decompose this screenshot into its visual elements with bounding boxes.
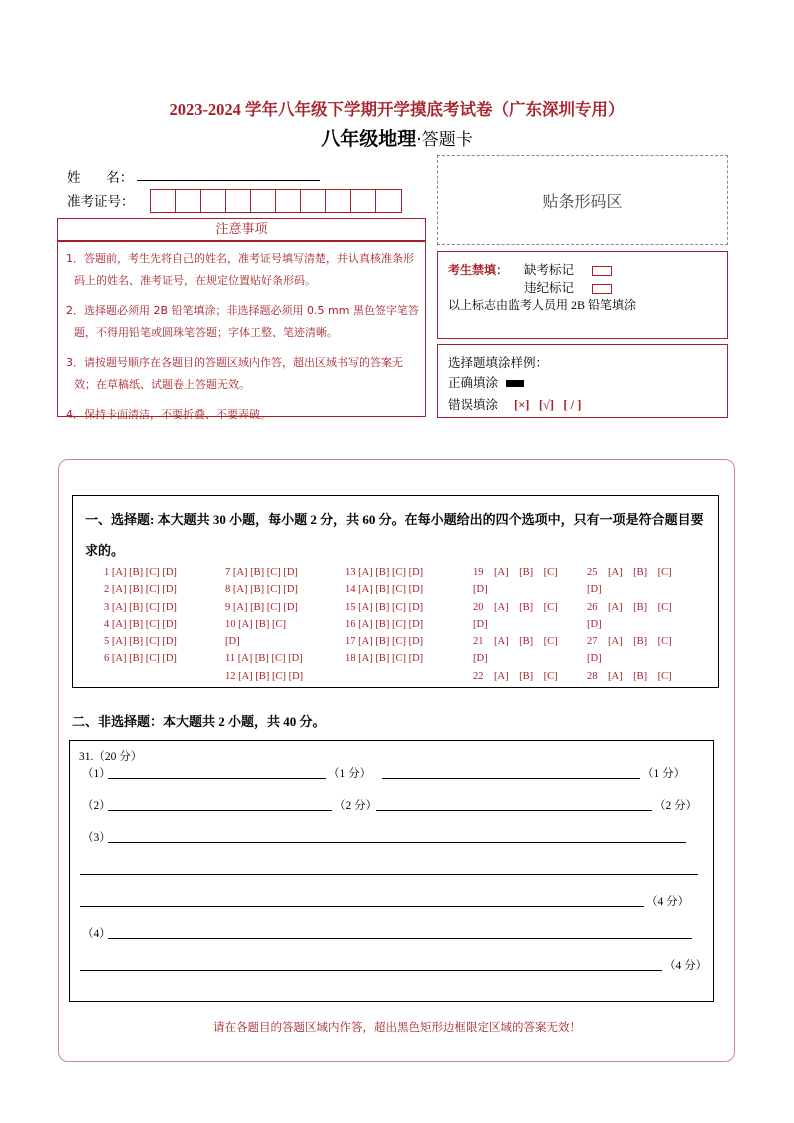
card-subtitle (0, 124, 794, 151)
mc-row[interactable]: 11 [A] [B] [C] [D] (225, 653, 303, 665)
absent-mark-row (524, 260, 612, 278)
notice-box (57, 241, 426, 421)
mc-row[interactable]: 3 [A] [B] [C] [D] (104, 601, 177, 613)
id-number-boxes[interactable] (150, 189, 402, 213)
mc-row[interactable]: 18 [A] [B] [C] [D] (345, 653, 424, 665)
score-4pt: （4 分） (646, 896, 690, 908)
q31-label: 31.（20 分） (79, 751, 143, 763)
forbidden-label: 考生禁填： (448, 263, 509, 277)
mc-row[interactable]: 9 [A] [B] [C] [D] (225, 601, 298, 613)
barcode-area: 贴条形码区 (437, 155, 728, 245)
notice-title: 注意事项 (57, 218, 426, 241)
answer-line[interactable] (108, 938, 692, 939)
mc-column-4[interactable] (473, 567, 558, 688)
answer-line[interactable] (80, 874, 698, 875)
mc-row[interactable]: 1 [A] [B] [C] [D] (104, 567, 177, 578)
examinee-forbidden-box (437, 251, 728, 339)
answer-line[interactable] (108, 778, 326, 779)
mc-row[interactable]: 8 [A] [B] [C] [D] (225, 584, 298, 596)
violation-mark-row (524, 278, 612, 296)
mc-row[interactable]: 7 [A] [B] [C] [D] (225, 567, 298, 578)
answer-line[interactable] (108, 842, 686, 843)
name-field[interactable] (137, 180, 320, 181)
correct-fill-label: 正确填涂 (448, 375, 499, 390)
mc-column-1[interactable] (104, 567, 177, 671)
exam-title: 2023-2024 学年八年级下学期开学摸底考试卷（广东深圳专用） (169, 100, 625, 119)
score-1pt: （1 分） (642, 768, 686, 780)
warning-text: 请在各题目的答题区域内作答，超出黑色矩形边框限定区域的答案无效！ (213, 1020, 581, 1034)
correct-fill-row (448, 373, 524, 391)
mc-row[interactable]: 14 [A] [B] [C] [D] (345, 584, 424, 596)
notice-item-1: 1．答题前，考生先将自己的姓名，准考证号填写清楚，并认真核准条形码上的姓名、准考证号，在规定位置贴好条形码。 (66, 252, 414, 287)
score-2pt: （2 分） (334, 800, 378, 812)
mc-row[interactable]: 5 [A] [B] [C] [D] (104, 636, 177, 648)
mc-column-2[interactable] (225, 567, 303, 688)
mc-row[interactable]: 20 [A] [B] [C] (473, 601, 558, 613)
answer-line[interactable] (376, 810, 652, 811)
score-2pt: （2 分） (654, 800, 698, 812)
part4-label: （4） (82, 928, 111, 940)
answer-line[interactable] (80, 906, 644, 907)
mc-row[interactable]: 17 [A] [B] [C] [D] (345, 636, 424, 648)
answer-line[interactable] (80, 970, 662, 971)
wrong-fill-label: 错误填涂 (448, 397, 499, 412)
violation-mark-box[interactable] (592, 284, 612, 294)
part3-label: （3） (82, 832, 111, 844)
subtitle-tail: 答题卡 (421, 130, 473, 150)
absent-mark-label: 缺考标记 (524, 262, 575, 277)
mc-row[interactable]: 12 [A] [B] [C] [D] (225, 670, 304, 682)
section1-heading: 一、选择题: 本大题共 30 小题，每小题 2 分，共 60 分。在每小题给出的四个选项中，只有一项是符合题目要求的。 (85, 512, 704, 558)
absent-mark-box[interactable] (592, 266, 612, 276)
question-31-box (69, 740, 714, 1002)
mc-row[interactable]: [D] (473, 584, 488, 596)
mc-row[interactable]: [D] (587, 653, 602, 665)
name-label: 姓 名： (67, 170, 134, 186)
mc-row[interactable]: 4 [A] [B] [C] [D] (104, 618, 177, 630)
mc-row[interactable]: [D] (473, 618, 488, 630)
section2-heading: 二、非选择题：本大题共 2 小题，共 40 分。 (72, 714, 326, 729)
violation-mark-label: 违纪标记 (524, 280, 575, 295)
subtitle-subject: 八年级地理 (321, 128, 417, 150)
mc-row[interactable]: 2 [A] [B] [C] [D] (104, 584, 177, 596)
mc-row[interactable]: [D] (587, 618, 602, 630)
mc-row[interactable]: 21 [A] [B] [C] (473, 636, 558, 648)
part2-label: （2） (82, 800, 111, 812)
score-4pt: （4 分） (664, 960, 708, 972)
mc-row[interactable]: 25 [A] [B] [C] (587, 567, 672, 578)
mc-row[interactable]: 26 [A] [B] [C] (587, 601, 672, 613)
mc-row[interactable]: 6 [A] [B] [C] [D] (104, 653, 177, 665)
forbidden-note: 以上标志由监考人员用 2B 铅笔填涂 (448, 298, 637, 312)
mc-row[interactable]: 13 [A] [B] [C] [D] (345, 567, 424, 578)
notice-item-3: 3．请按题号顺序在各题目的答题区域内作答，超出区域书写的答案无效；在草稿纸、试题卷上答题无效。 (66, 356, 403, 391)
correct-fill-mark (506, 380, 524, 387)
mc-row[interactable]: 28 [A] [B] [C] (587, 670, 672, 682)
id-label: 准考证号： (67, 194, 135, 210)
mc-row[interactable]: 22 [A] [B] [C] (473, 670, 558, 682)
mc-row[interactable]: 27 [A] [B] [C] (587, 636, 672, 648)
answer-line[interactable] (382, 778, 640, 779)
score-1pt: （1 分） (328, 768, 372, 780)
answer-line[interactable] (108, 810, 332, 811)
mc-row[interactable]: 15 [A] [B] [C] [D] (345, 601, 424, 613)
notice-item-4: 4．保持卡面清洁，不要折叠、不要弄破。 (66, 408, 271, 421)
fill-example-title: 选择题填涂样例： (448, 355, 549, 370)
mc-column-3[interactable] (345, 567, 423, 671)
mc-row[interactable]: 19 [A] [B] [C] (473, 567, 558, 578)
mc-row[interactable]: [D] (587, 584, 602, 596)
part1-label: （1） (82, 768, 111, 780)
wrong-fill-row (448, 395, 581, 413)
fill-example-box (437, 344, 728, 418)
subtitle-sep: · (416, 130, 422, 150)
mc-row[interactable]: 10 [A] [B] [C] (225, 618, 286, 630)
mc-row[interactable]: [D] (473, 653, 488, 665)
notice-item-2: 2．选择题必须用 2B 铅笔填涂；非选择题必须用 0.5 mm 黑色签字笔答题，不得用铅笔或圆珠笔答题；字体工整、笔迹清晰。 (66, 304, 419, 339)
wrong-fill-marks: [×] [√] [ / ] (514, 398, 582, 412)
mc-row[interactable]: 16 [A] [B] [C] [D] (345, 618, 424, 630)
mc-column-5[interactable] (587, 567, 672, 688)
mc-row[interactable]: [D] (225, 636, 240, 648)
